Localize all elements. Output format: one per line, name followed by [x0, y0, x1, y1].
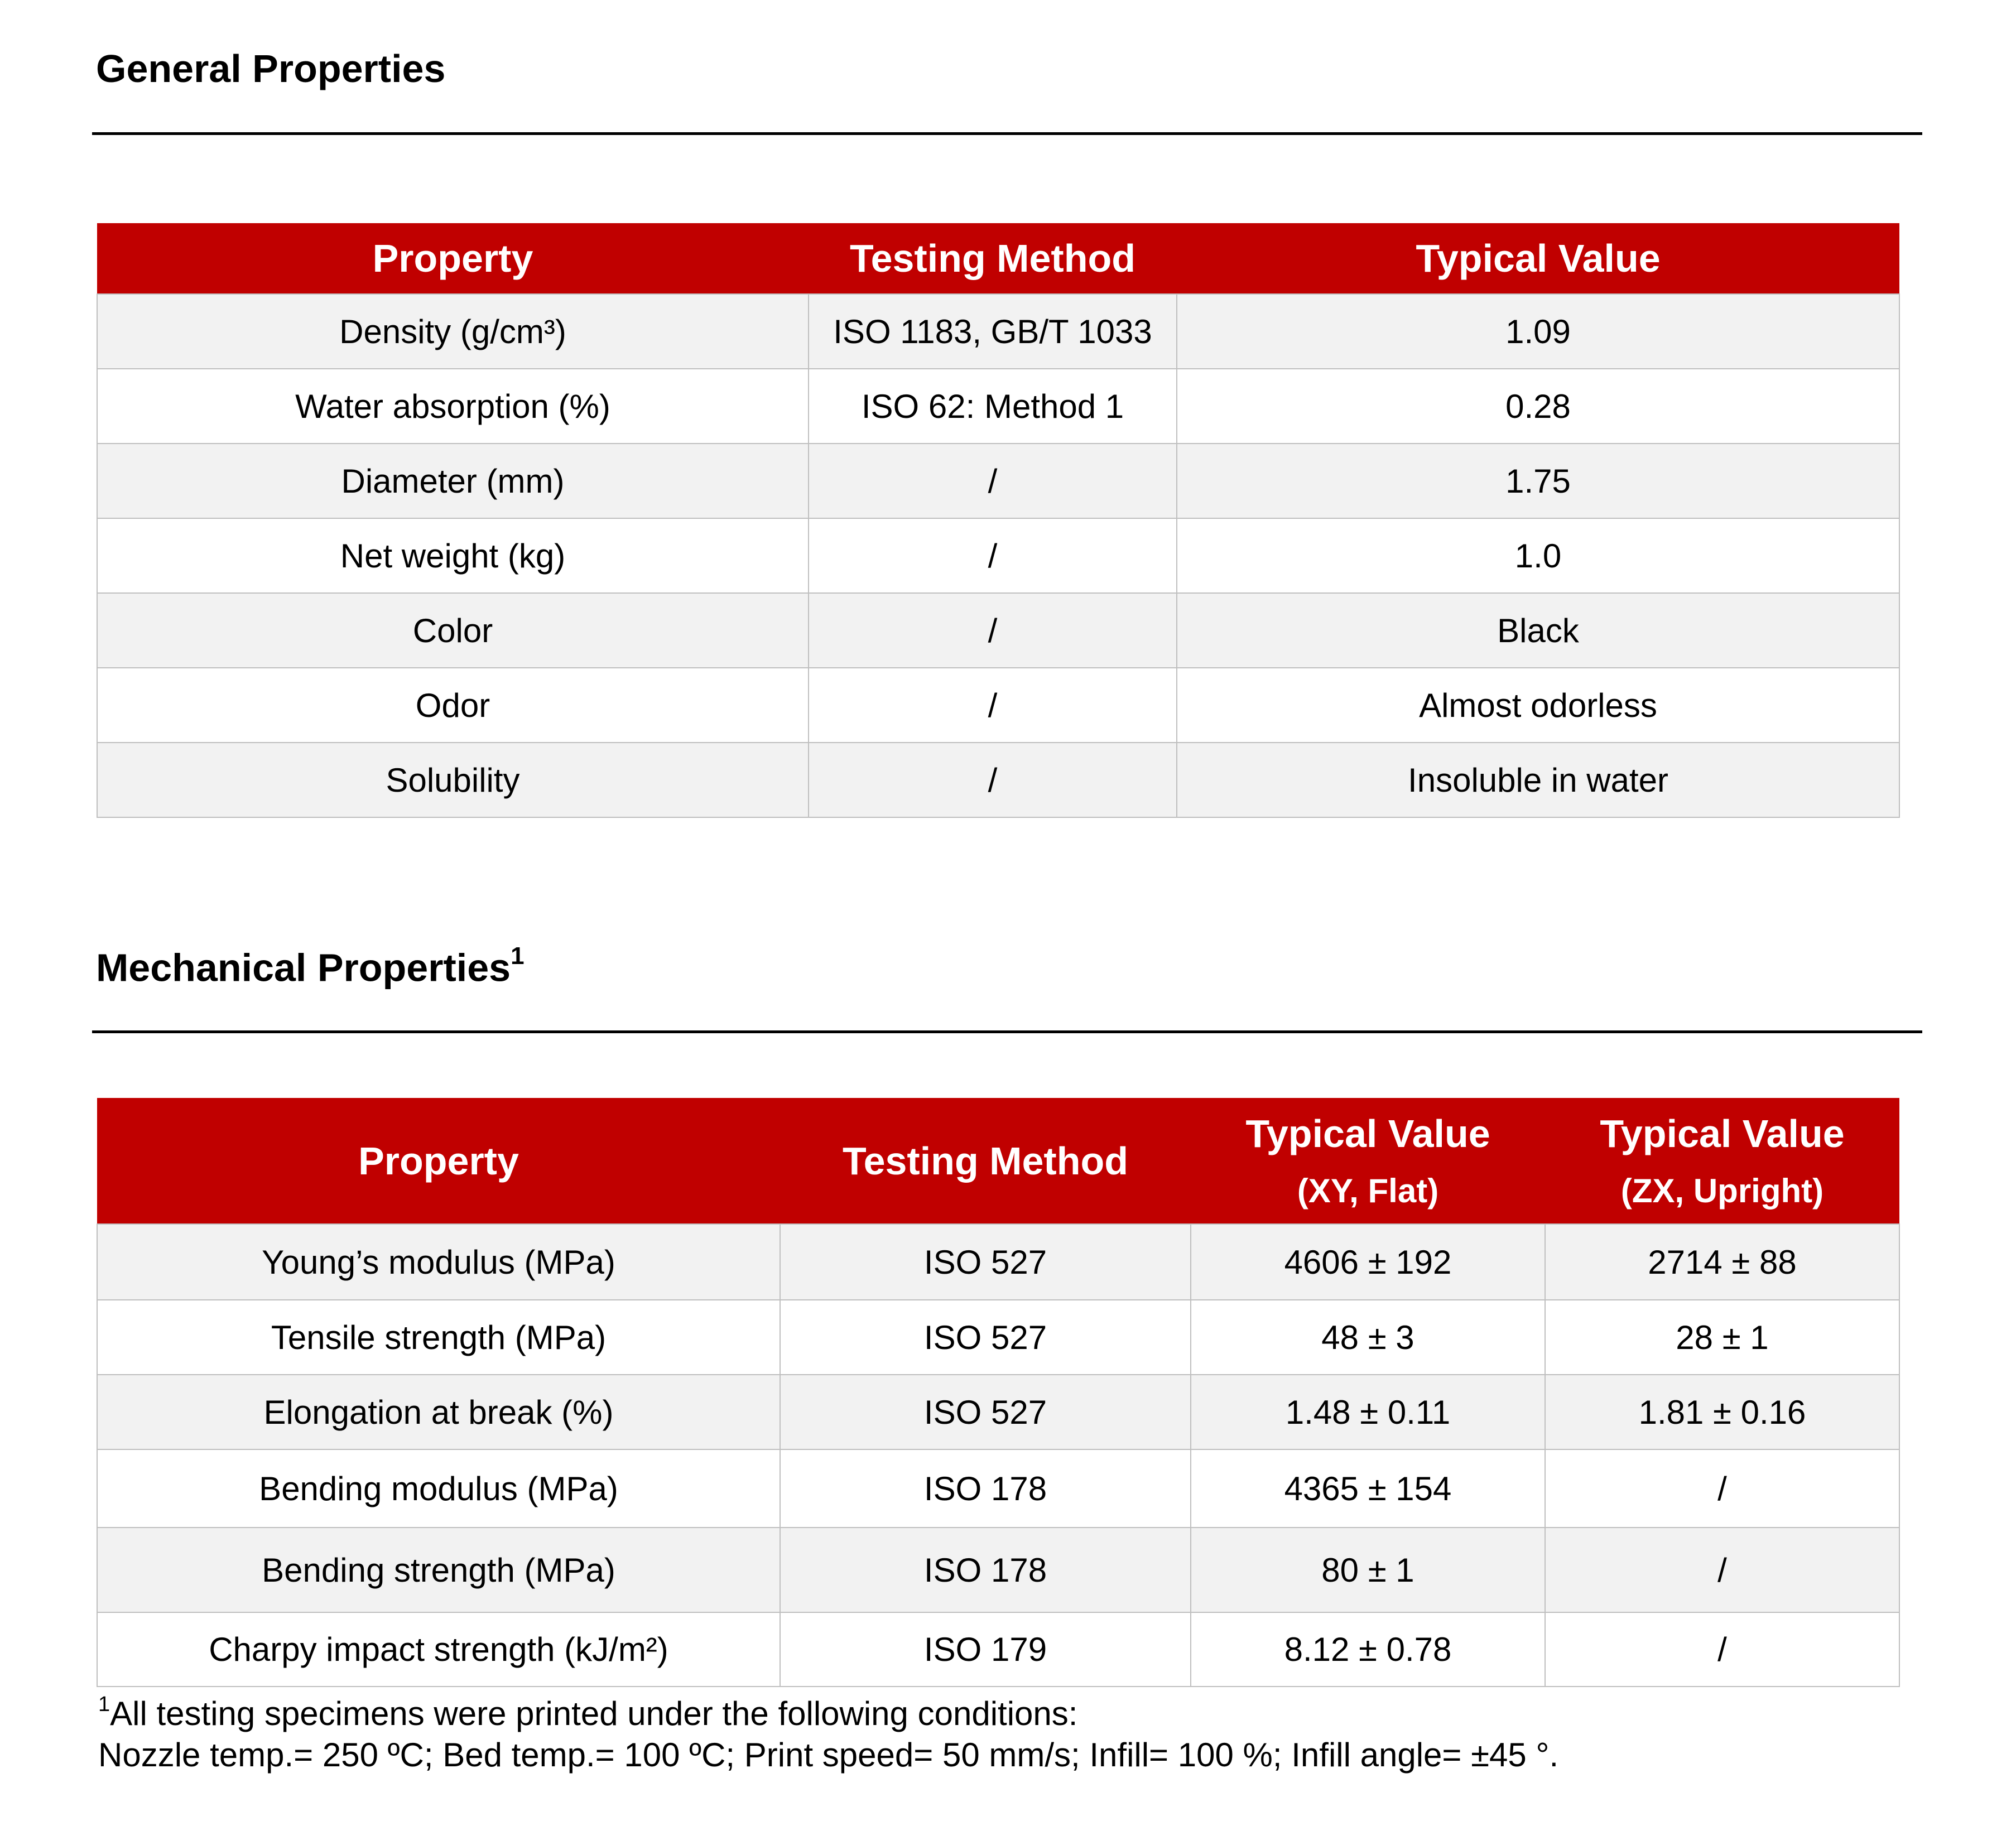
property-cell: Density (g/cm³)	[97, 294, 809, 369]
mechanical-divider	[92, 1030, 1922, 1033]
header-property: Property	[97, 223, 809, 294]
value-zx-cell: /	[1545, 1449, 1899, 1528]
value-cell: Almost odorless	[1177, 668, 1899, 743]
property-cell: Tensile strength (MPa)	[97, 1300, 780, 1375]
table-row	[97, 743, 1899, 817]
property-cell: Elongation at break (%)	[97, 1375, 780, 1449]
header-typical-value-xy: Typical Value (XY, Flat)	[1191, 1098, 1545, 1224]
table-row	[97, 1300, 1899, 1375]
table-row	[97, 1528, 1899, 1612]
general-divider	[92, 132, 1922, 135]
method-cell: ISO 178	[780, 1449, 1191, 1528]
table-row	[97, 1612, 1899, 1687]
general-properties-table	[97, 223, 1900, 818]
header-testing-method: Testing Method	[809, 223, 1177, 294]
value-xy-cell: 4365 ± 154	[1191, 1449, 1545, 1528]
method-cell: ISO 62: Method 1	[809, 369, 1177, 444]
property-cell: Water absorption (%)	[97, 369, 809, 444]
footnote-marker: 1	[98, 1693, 110, 1716]
table-row	[97, 1449, 1899, 1528]
header-xy-subtitle: (XY, Flat)	[1297, 1172, 1439, 1210]
method-cell: ISO 1183, GB/T 1033	[809, 294, 1177, 369]
property-cell: Color	[97, 593, 809, 668]
value-xy-cell: 1.48 ± 0.11	[1191, 1375, 1545, 1449]
table-row	[97, 1224, 1899, 1300]
value-zx-cell: 2714 ± 88	[1545, 1224, 1899, 1300]
header-typical-value-zx: Typical Value (ZX, Upright)	[1545, 1098, 1899, 1224]
table-row	[97, 294, 1899, 369]
value-cell: 0.28	[1177, 369, 1899, 444]
method-cell: ISO 527	[780, 1300, 1191, 1375]
table-header-row	[97, 1098, 1899, 1224]
value-xy-cell: 48 ± 3	[1191, 1300, 1545, 1375]
table-row	[97, 444, 1899, 518]
footnote	[98, 1686, 1558, 1776]
property-cell: Diameter (mm)	[97, 444, 809, 518]
footnote-line-1: $^1$All testing specimens were printed under the following conditions:	[98, 1693, 1078, 1732]
method-cell: ISO 527	[780, 1375, 1191, 1449]
mechanical-properties-table	[97, 1098, 1900, 1687]
footnote-line-2: Nozzle temp.= 250 ºC; Bed temp.= 100 ºC; Print speed= 50 mm/s; Infill= 100 %; Infill angle= ±45 °.	[98, 1736, 1559, 1774]
property-cell: Charpy impact strength (kJ/m²)	[97, 1612, 780, 1687]
method-cell: ISO 179	[780, 1612, 1191, 1687]
value-cell: 1.09	[1177, 294, 1899, 369]
table-header-row	[97, 223, 1899, 294]
property-cell: Net weight (kg)	[97, 518, 809, 593]
table-row	[97, 369, 1899, 444]
header-zx-subtitle: (ZX, Upright)	[1620, 1172, 1824, 1210]
table-row	[97, 518, 1899, 593]
table-row	[97, 1375, 1899, 1449]
value-xy-cell: 80 ± 1	[1191, 1528, 1545, 1612]
property-cell: Odor	[97, 668, 809, 743]
method-cell: /	[809, 743, 1177, 817]
property-cell: Bending modulus (MPa)	[97, 1449, 780, 1528]
method-cell: /	[809, 518, 1177, 593]
general-properties-title: General Properties	[96, 47, 446, 90]
method-cell: /	[809, 668, 1177, 743]
property-cell: Solubility	[97, 743, 809, 817]
header-testing-method: Testing Method	[780, 1098, 1191, 1224]
value-xy-cell: 4606 ± 192	[1191, 1224, 1545, 1300]
method-cell: ISO 178	[780, 1528, 1191, 1612]
value-cell: 1.0	[1177, 518, 1899, 593]
table-row	[97, 593, 1899, 668]
mechanical-properties-title: Mechanical Properties$^1$	[96, 942, 525, 990]
value-cell: Black	[1177, 593, 1899, 668]
footnote-marker: 1	[511, 942, 525, 970]
property-cell: Young’s modulus (MPa)	[97, 1224, 780, 1300]
value-zx-cell: /	[1545, 1612, 1899, 1687]
value-xy-cell: 8.12 ± 0.78	[1191, 1612, 1545, 1687]
header-property: Property	[97, 1098, 780, 1224]
method-cell: ISO 527	[780, 1224, 1191, 1300]
header-typical-value: Typical Value	[1177, 223, 1899, 294]
value-cell: 1.75	[1177, 444, 1899, 518]
value-zx-cell: /	[1545, 1528, 1899, 1612]
method-cell: /	[809, 444, 1177, 518]
table-row	[97, 668, 1899, 743]
value-zx-cell: 1.81 ± 0.16	[1545, 1375, 1899, 1449]
property-cell: Bending strength (MPa)	[97, 1528, 780, 1612]
method-cell: /	[809, 593, 1177, 668]
value-cell: Insoluble in water	[1177, 743, 1899, 817]
value-zx-cell: 28 ± 1	[1545, 1300, 1899, 1375]
